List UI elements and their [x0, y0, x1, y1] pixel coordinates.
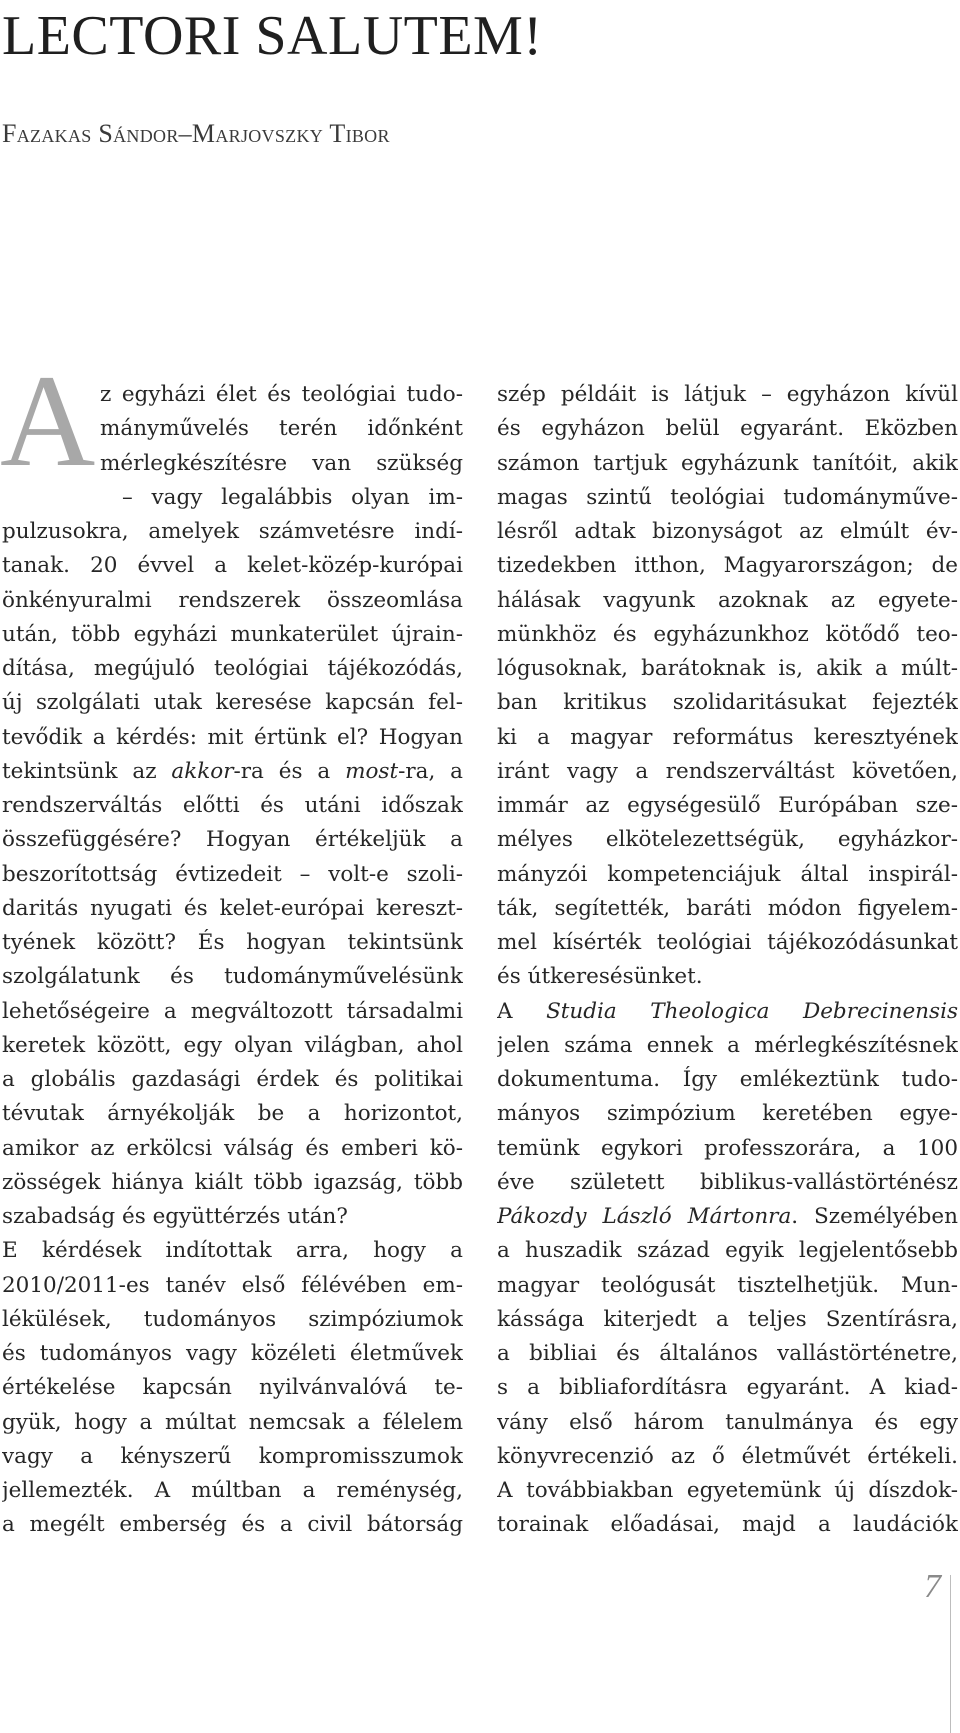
page-edge-rule	[950, 1575, 951, 1733]
text-line: a megélt emberség és a civil bátorság	[2, 1512, 463, 1538]
text-line: tekintsünk az akkor-ra és a most-ra, a	[2, 758, 463, 784]
text-line: szép példáit is látjuk – egyházon kívül	[497, 382, 958, 407]
text-line: A továbbiakban egyetemünk új díszdok-	[497, 1478, 958, 1503]
text-line: jelen száma ennek a mérlegkészítésnek	[497, 1032, 958, 1058]
text-line: mérlegkészítésre van szükség	[100, 450, 463, 476]
text-line: értékelése kapcsán nyilvánvalóvá te-	[2, 1375, 463, 1401]
text-line: gyük, hogy a múltat nemcsak a félelem	[2, 1409, 463, 1435]
text-line: Pákozdy László Mártonra. Személyében	[497, 1204, 958, 1229]
text-line: lehetőségeire a megváltozott társadalmi	[2, 998, 463, 1024]
text-line: immár az egységesülő Európában sze-	[497, 793, 958, 818]
page-title: LECTORI SALUTEM!	[2, 5, 543, 67]
text-line: keretek között, egy olyan világban, ahol	[2, 1032, 463, 1058]
text-line: mányművelés terén időnként	[100, 416, 463, 442]
text-line: mányzói kompetenciájuk által inspirál-	[497, 861, 958, 887]
text-line: számon tartjuk egyházunk tanítóit, akik	[497, 450, 958, 476]
text-line: összefüggésére? Hogyan értékeljük a	[2, 827, 463, 853]
article-authors: Fazakas Sándor–Marjovszky Tibor	[2, 119, 390, 148]
text-line: torainak előadásai, majd a laudációk	[497, 1512, 958, 1538]
text-line: z egyházi élet és teológiai tudo-	[100, 382, 463, 407]
text-line: és tudományos vagy közéleti életművek	[2, 1341, 463, 1366]
text-line: mányos szimpózium keretében egye-	[497, 1101, 958, 1127]
text-line: lógusoknak, barátoknak is, akik a múlt-	[497, 656, 958, 681]
text-line: a huszadik század egyik legjelentősebb	[497, 1238, 958, 1264]
text-line: 2010/2011-es tanév első félévében em-	[2, 1272, 463, 1298]
text-line: – vagy legalábbis olyan im-	[122, 484, 463, 510]
text-line: szabadság és együttérzés után?	[2, 1204, 348, 1229]
text-line: münkhöz és egyházunkhoz kötődő teo-	[497, 621, 958, 647]
text-line: hálásak vagyunk azoknak az egyete-	[497, 587, 958, 613]
text-line: pulzusokra, amelyek számvetésre indí-	[2, 519, 463, 544]
text-line: mel kísérték teológiai tájékozódásunkat	[497, 930, 958, 955]
text-line: önkényuralmi rendszerek összeomlása	[2, 587, 463, 613]
text-line: A Studia Theologica Debrecinensis	[497, 998, 958, 1024]
text-line: tyének között? És hogyan tekintsünk	[2, 930, 463, 955]
text-line: vány első három tanulmánya és egy	[497, 1409, 958, 1435]
text-line: könyvrecenzió az ő életművét értékeli.	[497, 1443, 958, 1469]
text-line: amikor az erkölcsi válság és emberi kö-	[2, 1135, 463, 1161]
text-line: ki a magyar református keresztyének	[497, 724, 958, 750]
text-line: zösségek hiánya kiált több igazság, több	[2, 1169, 463, 1195]
page-number: 7	[924, 1568, 941, 1605]
text-line: E kérdések indítottak arra, hogy a	[2, 1238, 463, 1264]
text-line: új szolgálati utak keresése kapcsán fel-	[2, 690, 463, 716]
text-line: temünk egykori professzorára, a 100	[497, 1135, 958, 1161]
text-line: vagy a kényszerű kompromisszumok	[2, 1443, 463, 1469]
text-line: és egyházon belül egyaránt. Eközben	[497, 416, 958, 442]
right-text-column	[497, 378, 958, 1543]
text-line: a bibliai és általános vallástörténetre,	[497, 1341, 958, 1366]
text-line: ták, segítették, baráti módon figyelem-	[497, 895, 958, 921]
text-line: tevődik a kérdés: mit értünk el? Hogyan	[2, 724, 463, 750]
text-line: tanak. 20 évvel a kelet-közép-kurópai	[2, 553, 463, 579]
text-line: lésről adtak bizonyságot az elmúlt év-	[497, 519, 958, 544]
text-line: szolgálatunk és tudományművelésünk	[2, 964, 463, 990]
left-text-column	[2, 378, 463, 1543]
text-line: lékülések, tudományos szimpóziumok	[2, 1306, 463, 1332]
text-line: iránt vagy a rendszerváltást követően,	[497, 758, 958, 784]
text-line: a globális gazdasági érdek és politikai	[2, 1067, 463, 1092]
text-line: tévutak árnyékolják be a horizontot,	[2, 1101, 463, 1127]
text-line: magyar teológusát tisztelhetjük. Mun-	[497, 1272, 958, 1298]
text-line: s a bibliafordításra egyaránt. A kiad-	[497, 1375, 958, 1401]
text-line: dítása, megújuló teológiai tájékozódás,	[2, 656, 463, 681]
drop-cap: A	[0, 347, 96, 494]
text-line: tizedekben itthon, Magyarországon; de	[497, 553, 958, 579]
text-line: és útkeresésünket.	[497, 964, 703, 990]
text-line: magas szintű teológiai tudományműve-	[497, 484, 958, 510]
text-line: jellemezték. A múltban a reménység,	[2, 1478, 463, 1503]
text-line: ban kritikus szolidaritásukat fejezték	[497, 690, 958, 716]
text-line: beszorítottság évtizedeit – volt-e szoli-	[2, 861, 463, 887]
text-line: dokumentuma. Így emlékeztünk tudo-	[497, 1067, 958, 1092]
text-line: mélyes elkötelezettségük, egyházkor-	[497, 827, 958, 853]
text-line: rendszerváltás előtti és utáni időszak	[2, 793, 463, 818]
text-line: után, több egyházi munkaterület újrain-	[2, 621, 463, 647]
text-line: kássága kiterjedt a teljes Szentírásra,	[497, 1306, 958, 1332]
text-line: éve született biblikus-vallástörténész	[497, 1169, 958, 1195]
text-line: daritás nyugati és kelet-európai kereszt-	[2, 895, 463, 921]
